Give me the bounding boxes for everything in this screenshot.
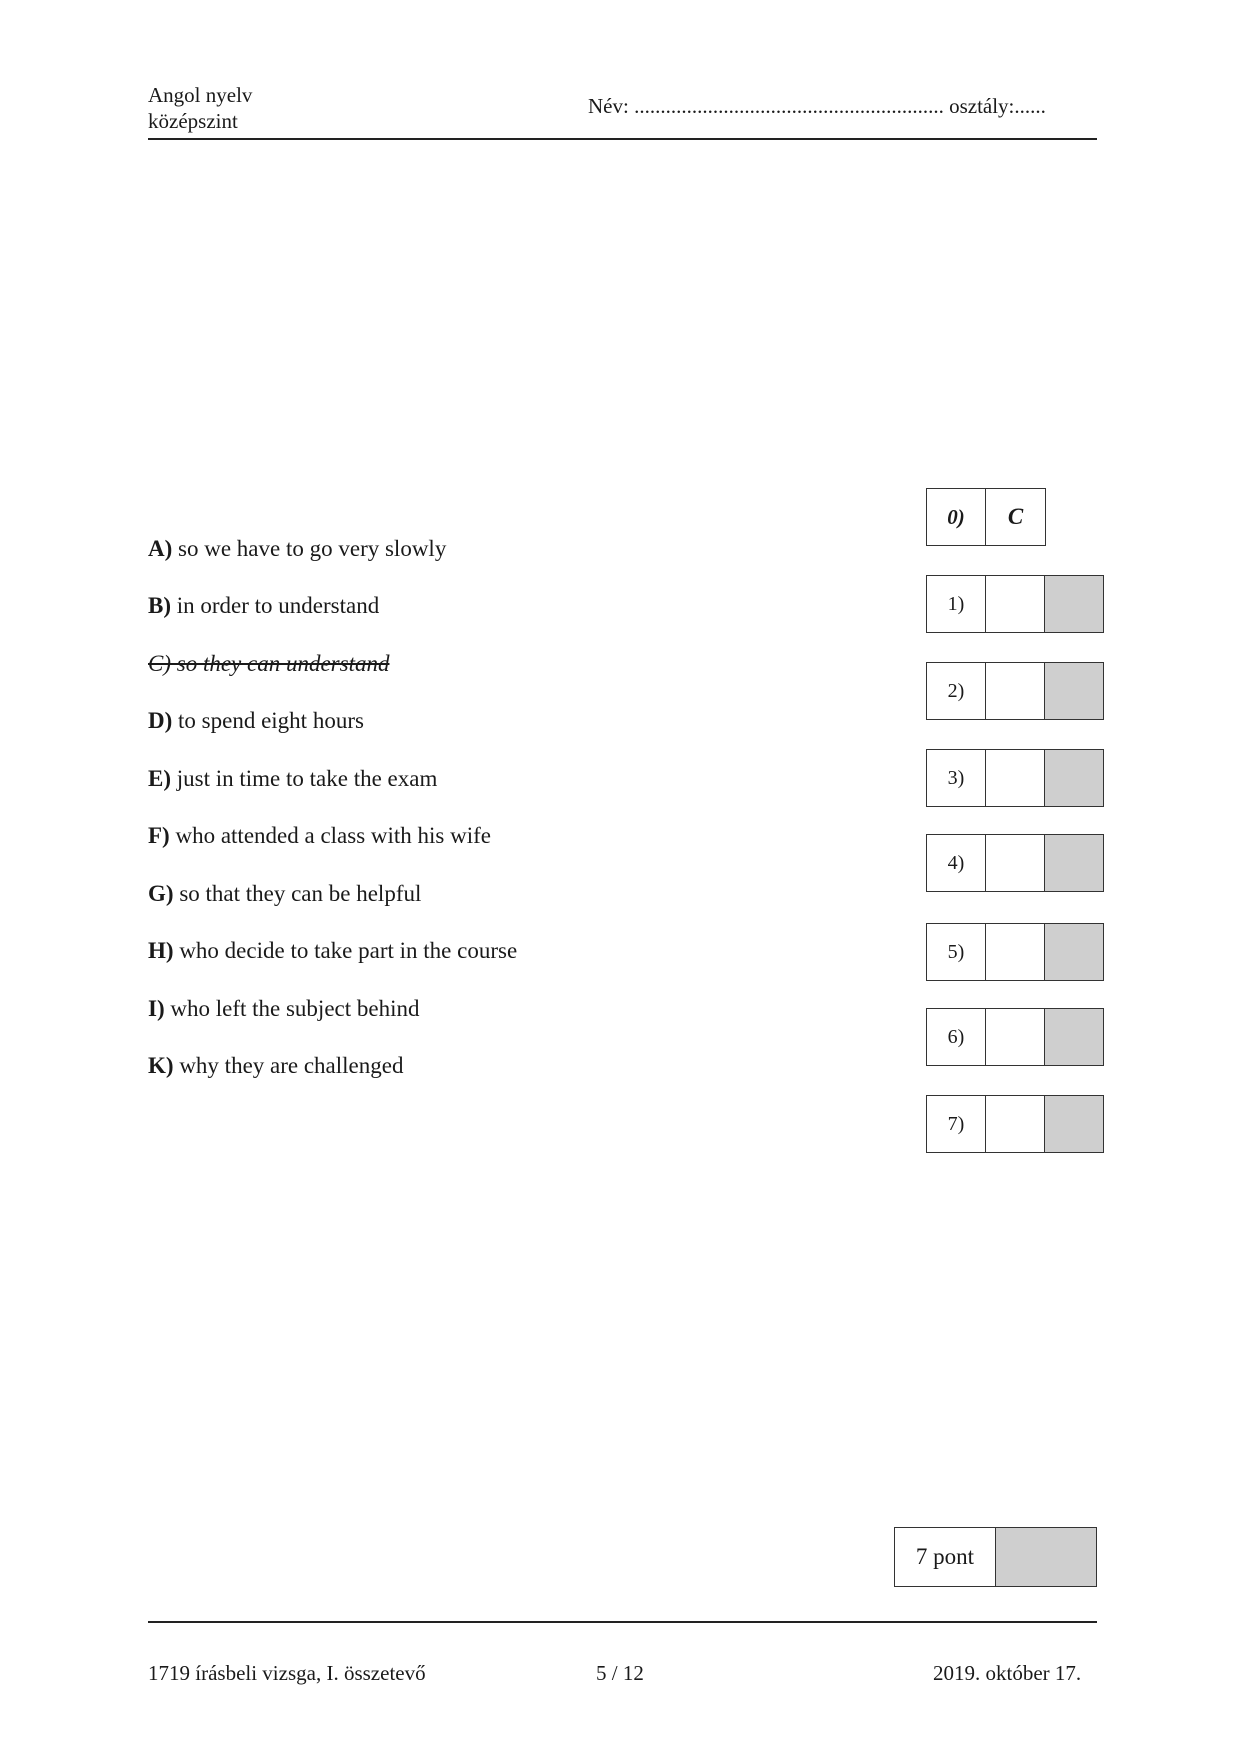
header-subject-block	[148, 82, 252, 134]
total-score-cell	[996, 1528, 1096, 1586]
score-cell	[1045, 1096, 1103, 1152]
option-text: who decide to take part in the course	[173, 938, 518, 963]
option-text: who left the subject behind	[164, 996, 420, 1021]
answer-number: 7)	[927, 1096, 986, 1152]
header-divider	[148, 138, 1097, 140]
answer-field[interactable]	[986, 1096, 1045, 1152]
option-f	[148, 823, 491, 849]
option-key: H)	[148, 938, 174, 963]
total-points-label: 7 pont	[895, 1528, 996, 1586]
answer-number: 1)	[927, 576, 986, 632]
page-number: 5 / 12	[596, 1661, 644, 1685]
footer-date: 2019. október 17.	[933, 1661, 1082, 1685]
option-key: G)	[148, 881, 174, 906]
answer-field[interactable]	[986, 663, 1045, 719]
option-text: just in time to take the exam	[171, 766, 438, 791]
option-a	[148, 536, 446, 562]
option-k	[148, 1053, 403, 1079]
answer-number: 4)	[927, 835, 986, 891]
answer-box-7	[926, 1095, 1104, 1153]
score-cell	[1045, 663, 1103, 719]
answer-field[interactable]	[986, 576, 1045, 632]
option-text: so they can understand	[171, 651, 390, 676]
total-score-box	[894, 1527, 1097, 1587]
option-b	[148, 593, 379, 619]
example-answer: C	[1007, 504, 1024, 529]
score-cell	[1045, 924, 1103, 980]
option-key: B)	[148, 593, 171, 618]
answer-number: 5)	[927, 924, 986, 980]
answer-box-5	[926, 923, 1104, 981]
answer-box-6	[926, 1008, 1104, 1066]
answer-number: 2)	[927, 663, 986, 719]
option-key: F)	[148, 823, 170, 848]
footer-exam-label: 1719 írásbeli vizsga, I. összetevő	[148, 1661, 426, 1685]
answer-box-1	[926, 575, 1104, 633]
answer-field[interactable]	[986, 835, 1045, 891]
answer-number: 6)	[927, 1009, 986, 1065]
example-answer-box	[926, 488, 1046, 546]
option-d	[148, 708, 364, 734]
answer-box-4	[926, 834, 1104, 892]
option-key: C)	[148, 651, 171, 676]
option-c-example	[148, 651, 389, 677]
example-number: 0)	[927, 489, 986, 545]
option-key: K)	[148, 1053, 174, 1078]
option-text: who attended a class with his wife	[169, 823, 491, 848]
answer-field[interactable]	[986, 750, 1045, 806]
option-h	[148, 938, 517, 964]
answer-box-2	[926, 662, 1104, 720]
option-text: so we have to go very slowly	[172, 536, 447, 561]
option-key: A)	[148, 536, 173, 561]
option-key: I)	[148, 996, 165, 1021]
option-text: so that they can be helpful	[173, 881, 422, 906]
answer-field[interactable]	[986, 1009, 1045, 1065]
score-cell	[1045, 576, 1103, 632]
option-text: why they are challenged	[173, 1053, 404, 1078]
answer-field[interactable]	[986, 924, 1045, 980]
footer-divider	[148, 1621, 1097, 1623]
score-cell	[1045, 1009, 1103, 1065]
level-label: középszint	[148, 109, 238, 133]
answer-box-3	[926, 749, 1104, 807]
score-cell	[1045, 750, 1103, 806]
subject-label: Angol nyelv	[148, 83, 253, 107]
option-key: D)	[148, 708, 173, 733]
score-cell	[1045, 835, 1103, 891]
answer-number: 3)	[927, 750, 986, 806]
option-i	[148, 996, 419, 1022]
option-e	[148, 766, 437, 792]
option-text: in order to understand	[171, 593, 380, 618]
option-g	[148, 881, 421, 907]
option-text: to spend eight hours	[172, 708, 364, 733]
option-key: E)	[148, 766, 171, 791]
name-class-line: Név: ........................................................... osztály:......	[588, 94, 1046, 118]
